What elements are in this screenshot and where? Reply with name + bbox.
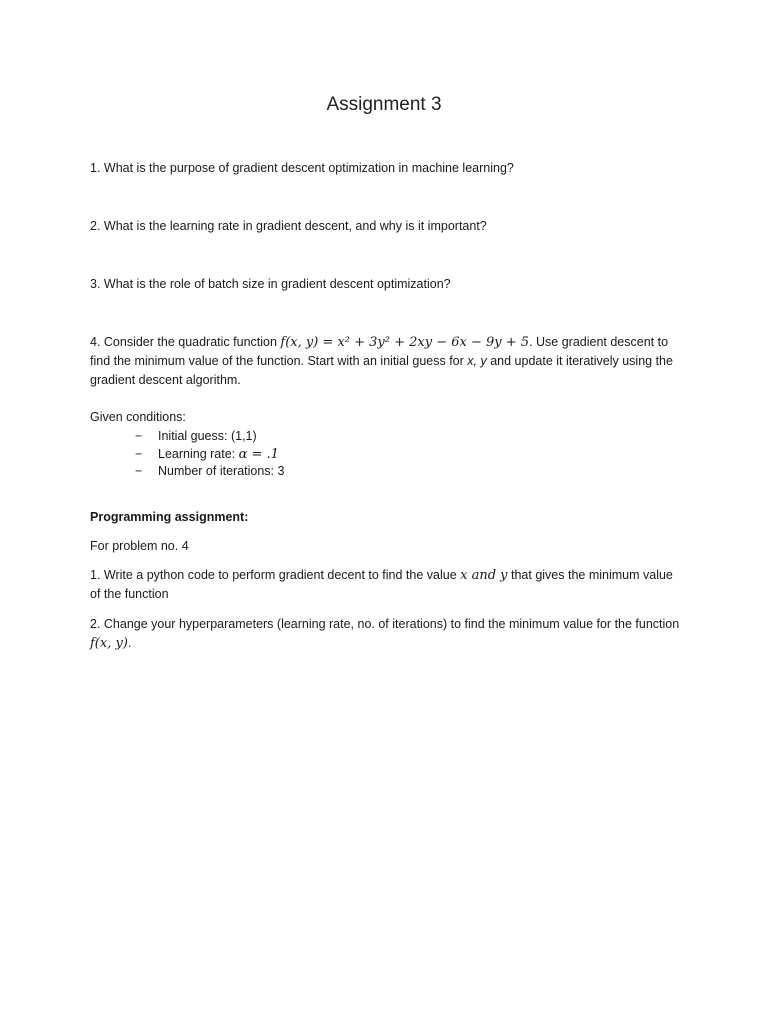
task2-suffix: . bbox=[127, 636, 132, 650]
task1-prefix: 1. Write a python code to perform gradient decent to find the value bbox=[90, 568, 461, 582]
condition-iterations bbox=[135, 463, 284, 481]
given-conditions-label: Given conditions: bbox=[90, 410, 186, 424]
dash-bullet: − bbox=[135, 429, 143, 443]
condition-learning-rate bbox=[135, 446, 284, 464]
task2-prefix: 2. Change your hyperparameters (learning rate, no. of iterations) to find the minimum value for the function bbox=[90, 617, 680, 631]
page-title: Assignment 3 bbox=[326, 94, 442, 115]
question-1: 1. What is the purpose of gradient descent optimization in machine learning? bbox=[90, 161, 514, 175]
task2-math: f(x, y) bbox=[90, 636, 128, 651]
q4-prefix: 4. Consider the quadratic function bbox=[90, 335, 281, 349]
condition-value: 3 bbox=[277, 464, 285, 478]
dash-bullet: − bbox=[135, 446, 143, 461]
task1-suffix: that gives the minimum value of the function bbox=[90, 568, 673, 601]
q4-ending: and update it iteratively using the gradient descent algorithm. bbox=[90, 354, 673, 387]
programming-task-2 bbox=[90, 615, 680, 653]
condition-value: α = .1 bbox=[238, 446, 279, 462]
condition-label: Initial guess: bbox=[158, 429, 231, 443]
programming-heading: Programming assignment: bbox=[90, 510, 249, 524]
condition-label: Number of iterations: bbox=[158, 464, 278, 478]
for-problem-label: For problem no. 4 bbox=[90, 539, 189, 553]
condition-initial-guess bbox=[135, 428, 284, 446]
task1-math: x and y bbox=[460, 568, 508, 583]
q4-function-expression: f(x, y) = x² + 3y² + 2xy − 6x − 9y + 5 bbox=[280, 335, 530, 350]
programming-task-1 bbox=[90, 566, 680, 604]
question-2: 2. What is the learning rate in gradient descent, and why is it important? bbox=[90, 219, 487, 233]
condition-value: (1,1) bbox=[230, 429, 257, 443]
condition-label: Learning rate: bbox=[158, 446, 239, 461]
q4-suffix: . Use gradient descent to find the minimum value of the function. Start with an initial guess for bbox=[90, 335, 669, 368]
dash-bullet: − bbox=[135, 464, 143, 478]
question-3: 3. What is the role of batch size in gradient descent optimization? bbox=[90, 277, 451, 291]
question-4 bbox=[90, 333, 680, 390]
q4-vars: x, y bbox=[467, 354, 487, 368]
given-conditions-list bbox=[135, 428, 284, 481]
